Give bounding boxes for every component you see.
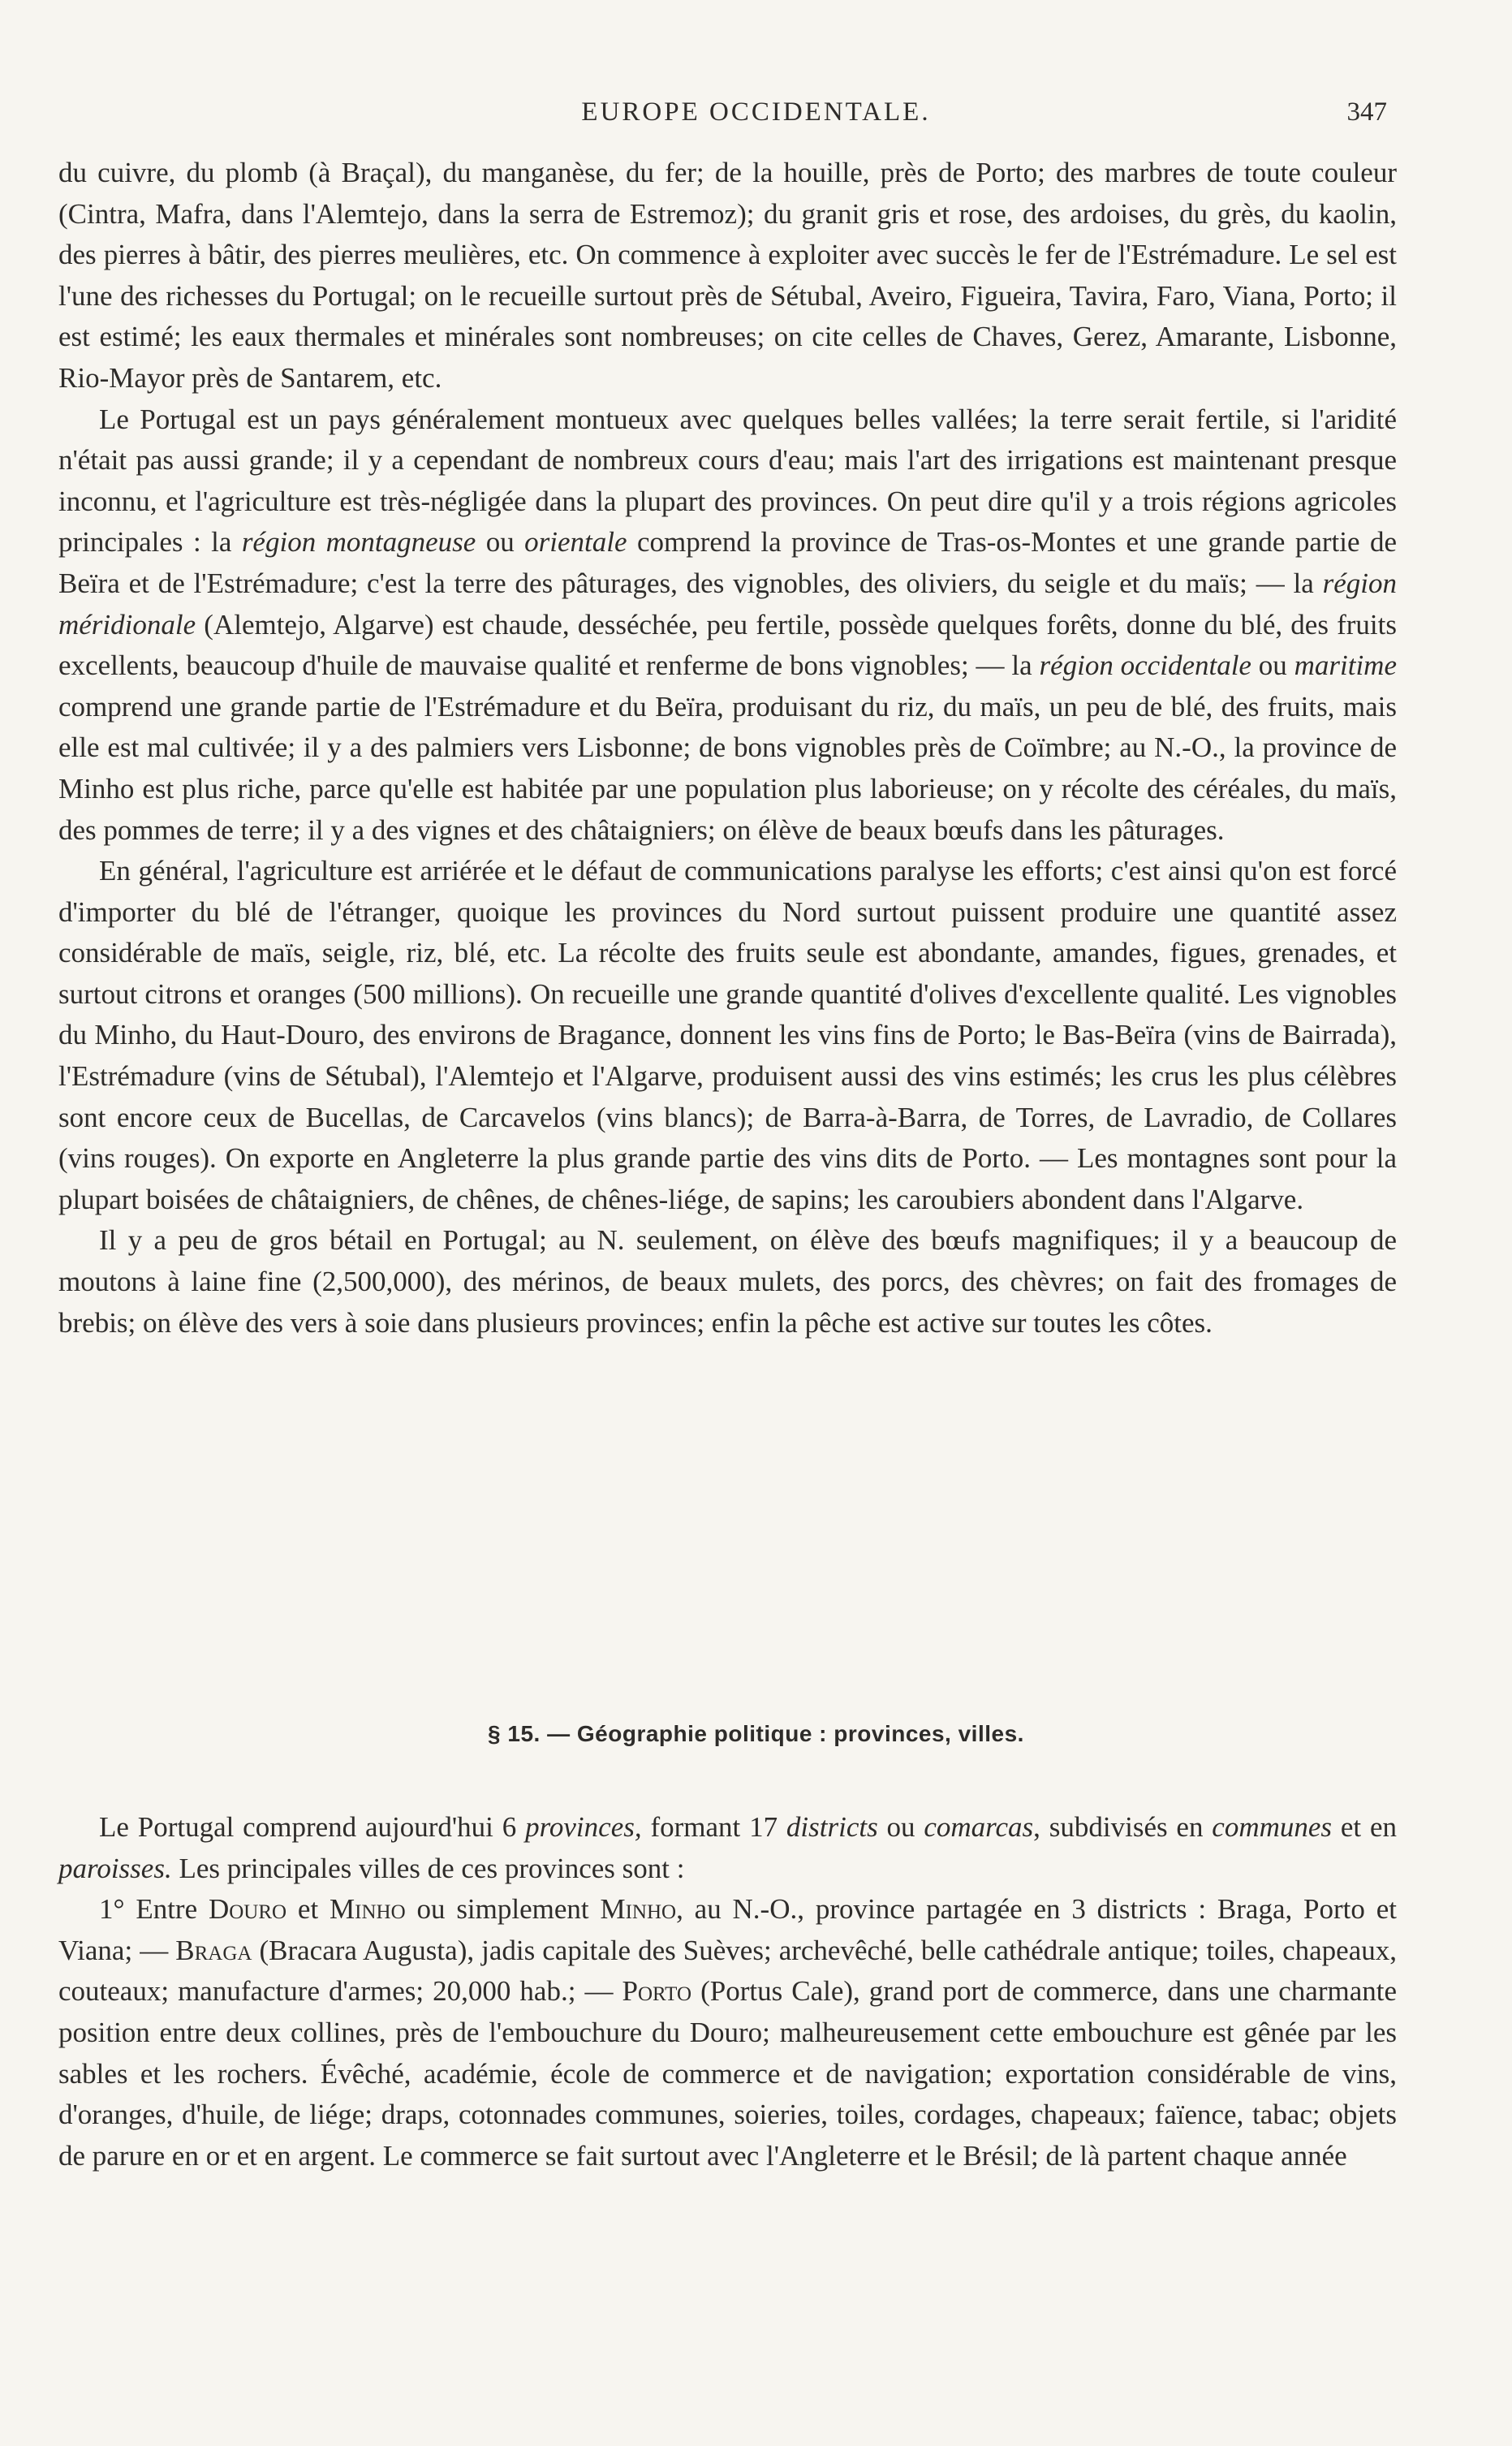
text-run: formant 17 (641, 1811, 786, 1843)
text-run: (Bracara Augusta), jadis capitale des Suèves; archevêché, belle cathédrale antique; toiles, chapeaux, couteaux; manufacture d'armes; 20,000 hab.; — (58, 1934, 1397, 2008)
text-run: 1° Entre (99, 1893, 209, 1926)
italic-term: région occidentale (1039, 649, 1251, 682)
text-run: comprend une grande partie de l'Estrémadure et du Beïra, produisant du riz, du maïs, un peu de blé, des fruits, mais elle est mal cultivée; il y a des palmiers vers Lisbonne; de bons vignobles près de Coïmbre; au N.-O., la province de Minho est plus riche, parce qu'elle est habitée par une population plus laborieuse; on y récolte des céréales, du maïs, des pommes de terre; il y a des vignes et des châtaigniers; on élève de beaux bœufs dans les pâturages. (58, 690, 1397, 846)
italic-term: communes (1212, 1811, 1333, 1843)
italic-term: maritime (1294, 649, 1397, 682)
text-run: ou (476, 526, 525, 559)
italic-term: provinces, (525, 1811, 642, 1843)
text-run: (Alemtejo, Algarve) est chaude, desséchée, peu fertile, possède quelques forêts, donne du blé, des fruits excellents, beaucoup d'huile de mauvaise qualité et renferme de bons vignobles; — la (58, 608, 1397, 682)
text-run: Le Portugal est un pays généralement montueux avec quelques belles vallées; la terre serait fertile, si l'aridité n'était pas aussi grande; il y a cependant de nombreux cours d'eau; mais l'art des irrigations est maintenant presque inconnu, et l'agriculture est très-négligée dans la plupart des provinces. On peut dire qu'il y a trois régions agricoles principales : la (58, 403, 1397, 559)
text-run: comprend la province de Tras-os-Montes et une grande partie de Beïra et de l'Estrémadure; c'est la terre des pâturages, des vignobles, des oliviers, du seigle et du maïs; — la (58, 526, 1397, 599)
place-name: Porto (622, 1975, 692, 2008)
paragraph (58, 399, 1397, 852)
page-header-title: EUROPE OCCIDENTALE. (581, 97, 931, 127)
place-name: Minho (330, 1893, 406, 1926)
section-heading: § 15. — Géographie politique : provinces, villes. (488, 1721, 1024, 1746)
body-text-section-15 (58, 1807, 1397, 2176)
paragraph (58, 1889, 1397, 2176)
italic-term: districts (786, 1811, 878, 1843)
place-name: Braga (175, 1934, 252, 1966)
paragraph (58, 153, 1397, 399)
text-run: ou (877, 1811, 924, 1843)
text-run: , au N.-O., province partagée en 3 districts : Braga, Porto et Viana; — (58, 1893, 1398, 1966)
place-name: Minho (600, 1893, 677, 1926)
text-run: Le Portugal comprend aujourd'hui 6 (99, 1811, 526, 1843)
italic-term: comarcas (924, 1811, 1034, 1843)
text-run: En général, l'agriculture est arriérée et le défaut de communications paralyse les efforts; c'est ainsi qu'on est forcé d'importer du blé de l'étranger, quoique les provinces du Nord surtout puissent produire une quantité assez considérable de maïs, seigle, riz, blé, etc. La récolte des fruits seule est abondante, amandes, figues, grenades, et surtout citrons et oranges (500 millions). On recueille une grande quantité d'olives d'excellente qualité. Les vignobles du Minho, du Haut-Douro, des environs de Bragance, donnent les vins fins de Porto; le Bas-Beïra (vins de Bairrada), l'Estrémadure (vins de Sétubal), l'Alemtejo et l'Algarve, produisent aussi des vins estimés; les crus les plus célèbres sont encore ceux de Bucellas, de Carcavelos (vins blancs); de Barra-à-Barra, de Torres, de Lavradio, de Collares (vins rouges). On exporte en Angleterre la plus grande partie des vins dits de Porto. — Les montagnes sont pour la plupart boisées de châtaigniers, de chênes, de chênes-liége, de sapins; les caroubiers abondent dans l'Algarve. (58, 855, 1397, 1215)
paragraph (58, 851, 1397, 1220)
place-name: Douro (208, 1893, 287, 1926)
paragraph (58, 1220, 1397, 1344)
text-run: ou simplement (405, 1893, 601, 1926)
italic-term: région méridionale (58, 567, 1397, 641)
running-head (0, 97, 1512, 130)
text-run: et (286, 1893, 330, 1926)
page-number: 347 (1346, 97, 1387, 127)
text-run: (Portus Cale), grand port de commerce, dans une charmante position entre deux collines, près de l'embouchure du Douro; malheureusement cette embouchure est gênée par les sables et les rochers. Évêché, académie, école de commerce et de navigation; exportation considérable de vins, d'oranges, d'huile, de liége; draps, cotonnades communes, soieries, toiles, cordages, chapeaux; faïence, tabac; objets de parure en or et en argent. Le commerce se fait surtout avec l'Angleterre et le Brésil; de là partent chaque année (58, 1975, 1397, 2172)
text-run: Les principales villes de ces provinces sont : (171, 1852, 685, 1884)
italic-term: orientale (524, 526, 627, 559)
text-run: ou (1251, 649, 1294, 682)
text-run: , subdivisés en (1033, 1811, 1213, 1843)
text-run: Il y a peu de gros bétail en Portugal; au N. seulement, on élève des bœufs magnifiques; il y a beaucoup de moutons à laine fine (2,500,000), des mérinos, de beaux mulets, des porcs, des chèvres; on fait des fromages de brebis; on élève des vers à soie dans plusieurs provinces; enfin la pêche est active sur toutes les côtes. (58, 1224, 1397, 1339)
text-run: du cuivre, du plomb (à Braçal), du manganèse, du fer; de la houille, près de Porto; des marbres de toute couleur (Cintra, Mafra, dans l'Alemtejo, dans la serra de Estremoz); du granit gris et rose, des ardoises, du grès, du kaolin, des pierres à bâtir, des pierres meulières, etc. On commence à exploiter avec succès le fer de l'Estrémadure. Le sel est l'une des richesses du Portugal; on le recueille surtout près de Sétubal, Aveiro, Figueira, Tavira, Faro, Viana, Porto; il est estimé; les eaux thermales et minérales sont nombreuses; on cite celles de Chaves, Gerez, Amarante, Lisbonne, Rio-Mayor près de Santarem, etc. (58, 157, 1397, 394)
italic-term: paroisses. (58, 1852, 172, 1884)
italic-term: région montagneuse (241, 526, 476, 559)
body-text (58, 153, 1397, 1344)
paragraph (58, 1807, 1397, 1889)
text-run: et en (1332, 1811, 1398, 1843)
